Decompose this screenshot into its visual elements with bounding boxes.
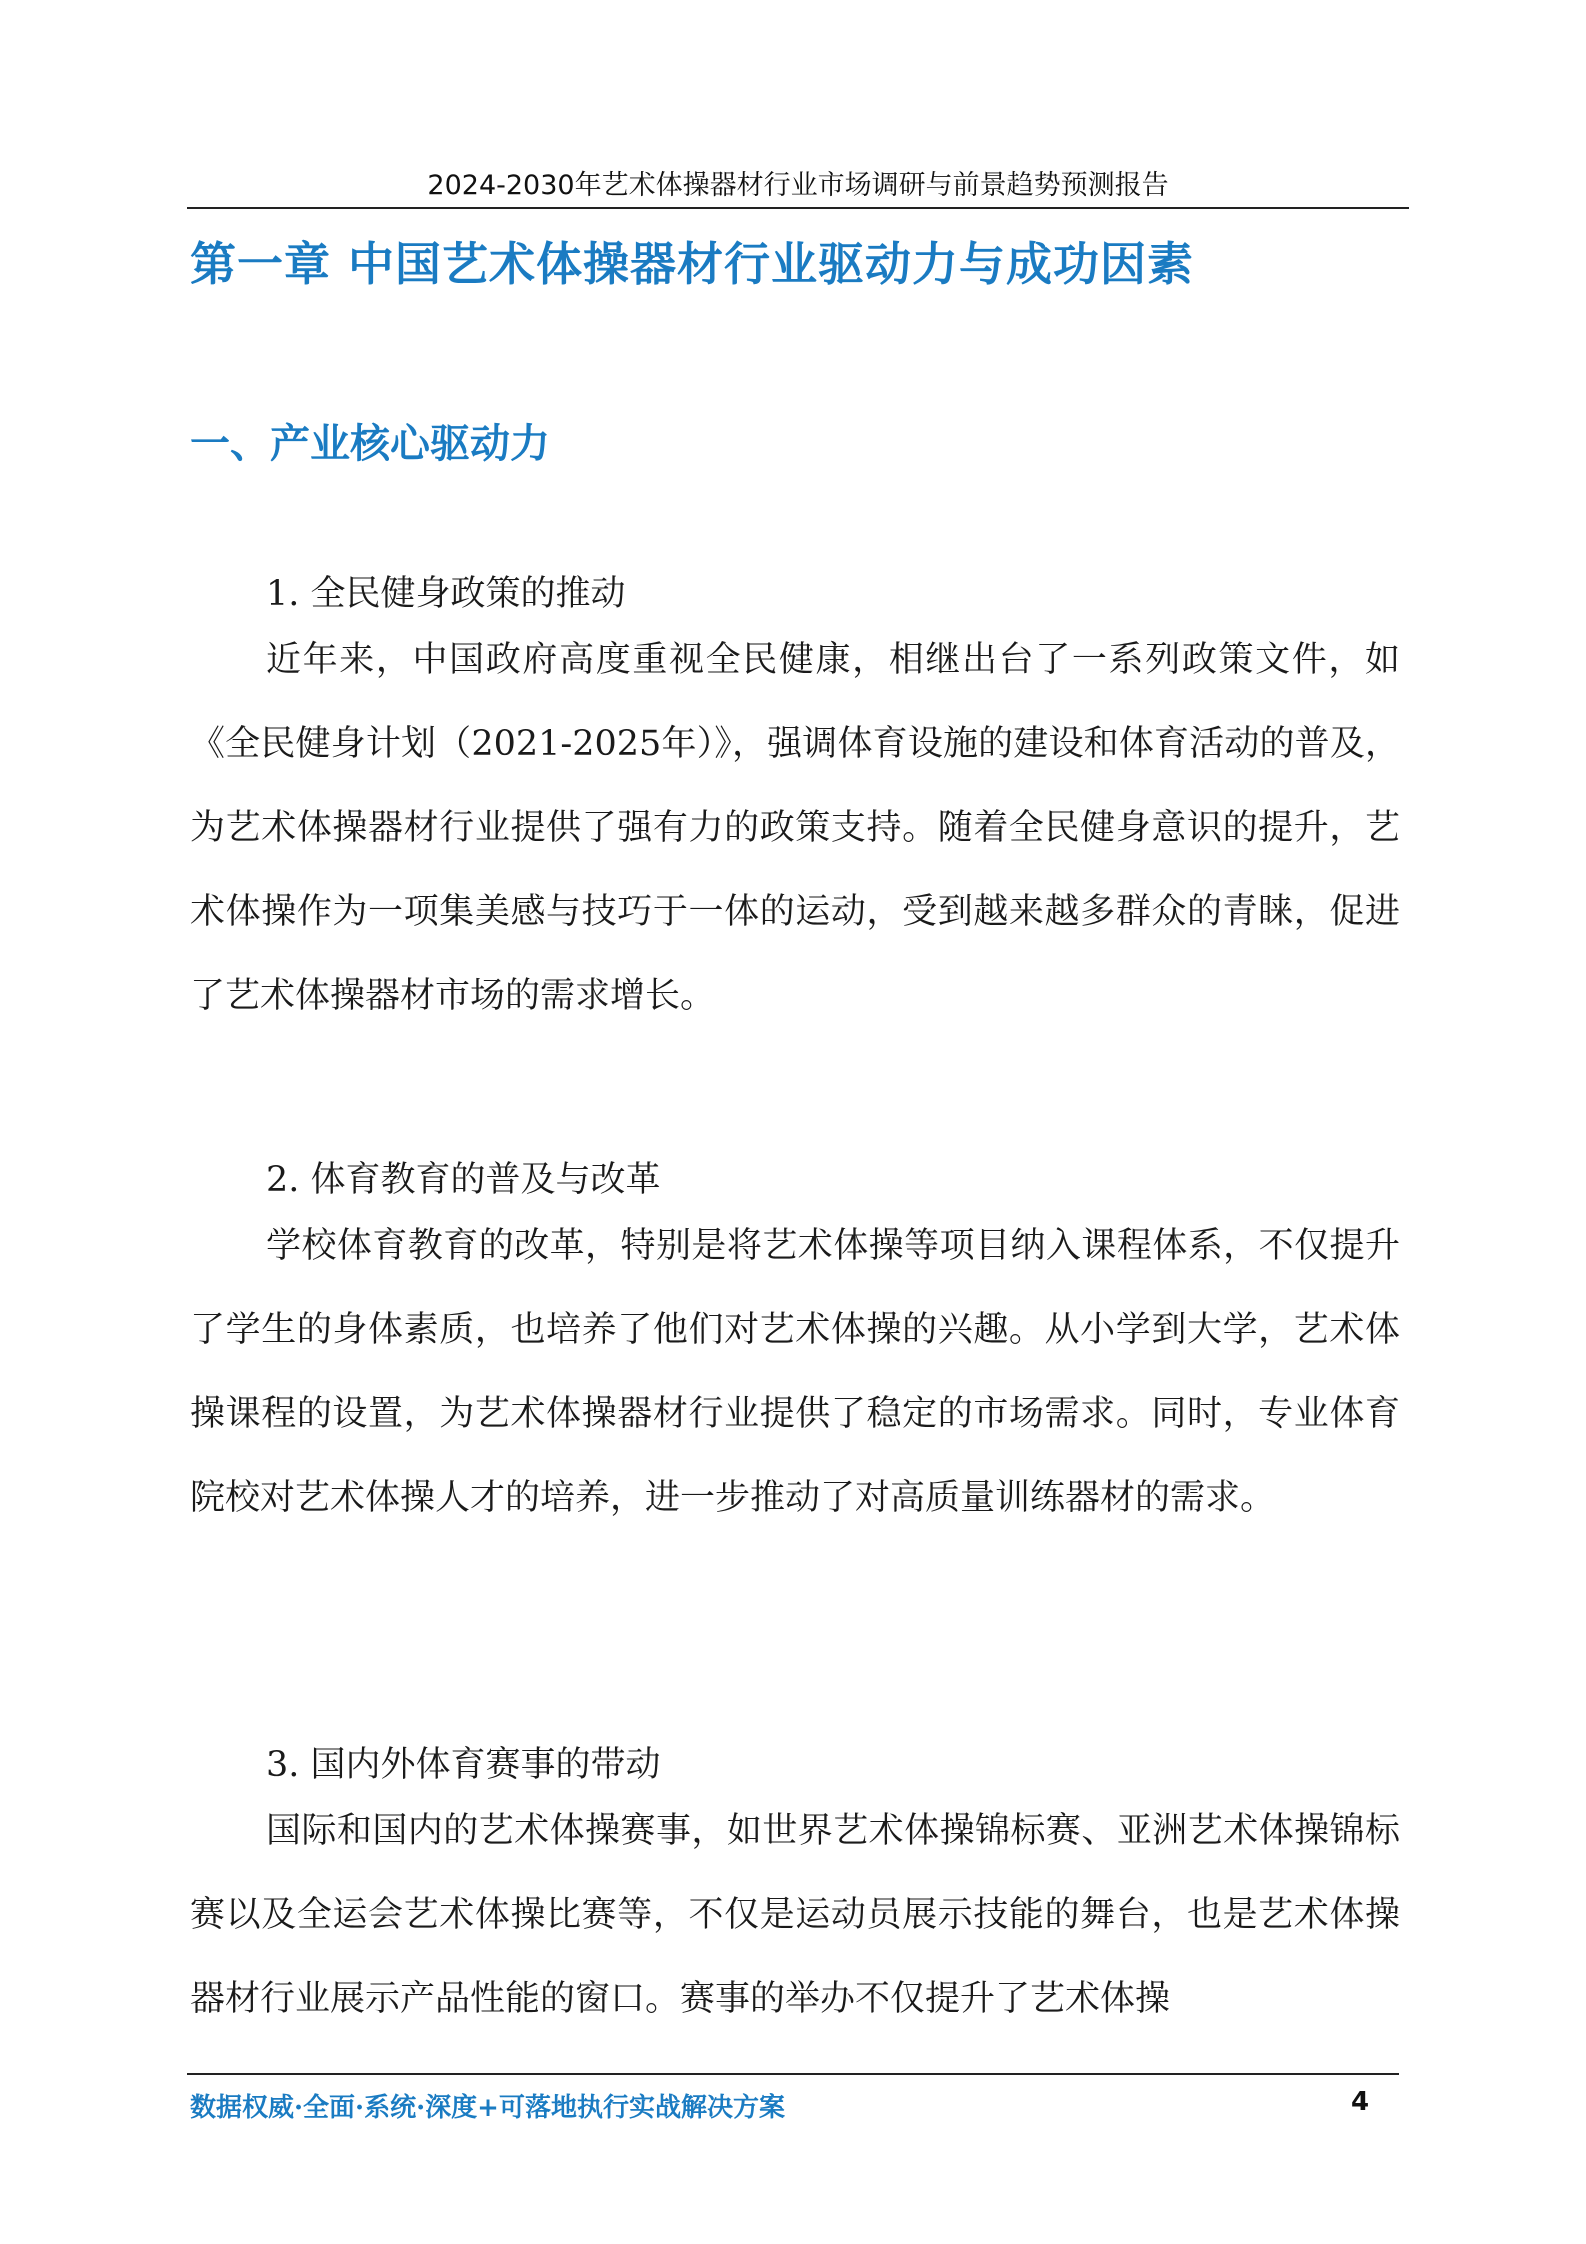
subsection-paragraph-2: 学校体育教育的改革，特别是将艺术体操等项目纳入课程体系，不仅提升了学生的身体素质，也培养了他们对艺术体操的兴趣。从小学到大学，艺术体操课程的设置，为艺术体操器材行业提供了稳定的市场需求。同时，专业体育院校对艺术体操人才的培养，进一步推动了对高质量训练器材的需求。 (190, 1226, 1400, 1518)
footer-divider (187, 2073, 1399, 2075)
section-title: 一、产业核心驱动力 (190, 421, 550, 467)
chapter-title: 第一章 中国艺术体操器材行业驱动力与成功因素 (190, 237, 1195, 291)
subsection-paragraph-1: 近年来，中国政府高度重视全民健康，相继出台了一系列政策文件，如《全民健身计划（2021-2025年）》，强调体育设施的建设和体育活动的普及，为艺术体操器材行业提供了强有力的政策支持。随着全民健身意识的提升，艺术体操作为一项集美感与技巧于一体的运动，受到越来越多群众的青睐，促进了艺术体操器材市场的需求增长。 (190, 640, 1400, 1016)
subsection-paragraph-3: 国际和国内的艺术体操赛事，如世界艺术体操锦标赛、亚洲艺术体操锦标赛以及全运会艺术体操比赛等，不仅是运动员展示技能的舞台，也是艺术体操器材行业展示产品性能的窗口。赛事的举办不仅提升了艺术体操 (190, 1811, 1400, 2019)
header-divider (187, 207, 1409, 209)
footer-slogan: 数据权威·全面·系统·深度+可落地执行实战解决方案 (190, 2093, 785, 2123)
subsection-heading-2: 2. 体育教育的普及与改革 (266, 1160, 661, 1200)
report-header-title: 2024-2030年艺术体操器材行业市场调研与前景趋势预测报告 (427, 170, 1169, 201)
subsection-heading-1: 1. 全民健身政策的推动 (266, 574, 626, 614)
subsection-heading-3: 3. 国内外体育赛事的带动 (266, 1745, 661, 1785)
page-number: 4 (1350, 2087, 1370, 2117)
